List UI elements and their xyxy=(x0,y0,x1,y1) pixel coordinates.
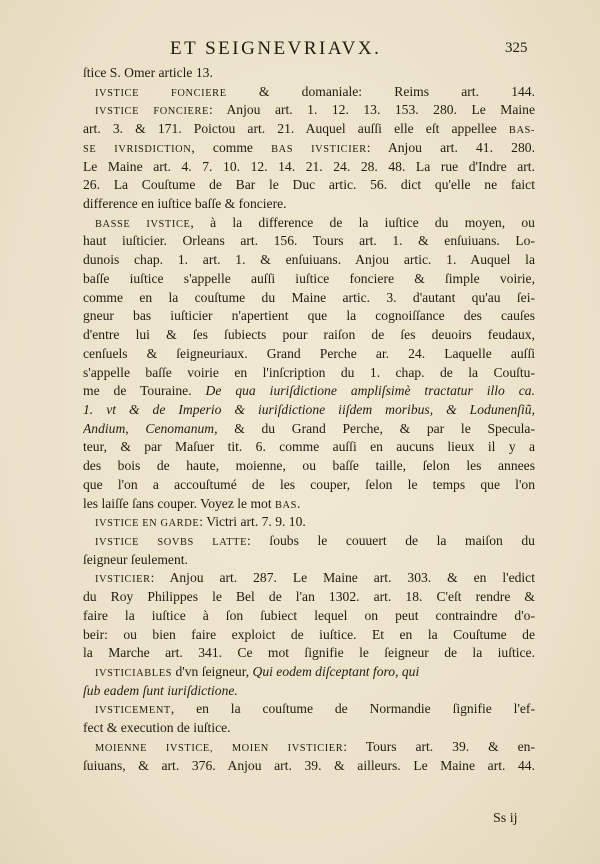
text-line xyxy=(83,420,535,439)
text-line xyxy=(83,607,535,626)
text-run: s'appelle baſſe voirie en l'inſcription du 1. chap. de la Couſtu- xyxy=(83,364,535,380)
entry-heading: IVSTICIABLES xyxy=(95,668,173,679)
text-line xyxy=(83,551,535,570)
text-line xyxy=(83,326,535,345)
latin-quote: 1. vt & de Imperio & iuriſdictione iiſdem moribus, & Lodunenſiũ, xyxy=(83,401,535,417)
text-line xyxy=(83,719,535,738)
entry-heading: IVSTICE SOVBS LATTE xyxy=(95,536,248,548)
entry-heading: IVSTICEMENT xyxy=(95,705,171,717)
entry-heading: BAS xyxy=(275,499,298,511)
text-run: d'entre lui & ſes ſubiects pour raiſon de ſes deuoirs feudaux, xyxy=(83,327,535,343)
text-run: que l'on a accouſtumé de les couper, ſelon le temps que l'on xyxy=(83,476,535,492)
text-line xyxy=(83,307,535,326)
latin-quote: Qui eodem diſceptant foro, qui xyxy=(252,664,420,679)
text-line xyxy=(83,101,535,120)
running-title: ET SEIGNEVRIAVX. xyxy=(170,38,382,59)
text-run: 26. La Couſtume de Bar le Duc artic. 56. dict qu'elle ne faict xyxy=(83,177,535,193)
text-run: faire la iuſtice à ſon ſubiect lequel on peut contraindre d'o- xyxy=(83,607,535,623)
text-run: baſſe iuſtice s'appelle auſſi iuſtice fonciere & ſimple voirie, xyxy=(83,270,535,286)
text-run: teur, & par Maſuer tit. 6. comme auſſi en aucuns lieux il y a xyxy=(83,439,535,455)
page-number: 325 xyxy=(505,40,528,56)
text-run: des bois de haute, moienne, ou baſſe taille, ſelon les annees xyxy=(83,458,535,474)
text-run: les laiſſe ſans couper. Voyez le mot xyxy=(83,495,276,511)
entry-heading: IVSTICIER xyxy=(95,574,151,586)
entry-heading: BAS- xyxy=(508,125,535,137)
text-run: difference en iuſtice baſſe & fonciere. xyxy=(83,196,287,212)
text-line xyxy=(83,251,535,270)
text-run: & domaniale: Reims art. 144. xyxy=(226,83,535,99)
text-run: , comme xyxy=(191,139,272,155)
text-run: & du Grand Perche, & par le Specula- xyxy=(217,420,535,436)
text-line xyxy=(83,757,535,776)
text-line xyxy=(83,438,535,457)
text-line xyxy=(83,382,535,401)
text-line xyxy=(83,64,535,83)
text-run: dunois chap. 1. art. 1. & enſuiuans. Anjou artic. 1. Auquel la xyxy=(83,252,535,268)
text-line xyxy=(83,457,535,476)
text-line xyxy=(83,569,535,588)
running-head xyxy=(0,38,600,62)
text-line xyxy=(83,120,535,139)
text-line xyxy=(83,289,535,308)
text-line xyxy=(83,270,535,289)
text-line xyxy=(83,532,535,551)
text-run: du Roy Philippes le Bel de l'an 1302. art. 18. C'eſt rendre & xyxy=(83,589,535,605)
text-run: art. 3. & 171. Poictou art. 21. Auquel auſſi elle eſt appellee xyxy=(83,121,509,137)
text-line xyxy=(83,158,535,177)
entry-heading: MOIENNE IVSTICE, MOIEN IVSTICIER xyxy=(95,742,344,754)
text-line xyxy=(83,663,535,682)
text-run: : Tours art. 39. & en- xyxy=(343,738,535,754)
text-line xyxy=(83,195,535,214)
text-run: : ſoubs le couuert de la maiſon du xyxy=(247,532,535,548)
text-line xyxy=(83,626,535,645)
text-line xyxy=(83,738,535,757)
text-run: beir: ou bien faire exploict de iuſtice. Et en la Couſtume de xyxy=(83,626,535,642)
text-line xyxy=(83,214,535,233)
latin-quote: Andium, Cenomanum, xyxy=(83,420,218,436)
latin-quote: De qua iuriſdictione ampliſsimè tractatur illo ca. xyxy=(205,383,535,399)
text-line xyxy=(83,83,535,102)
text-run: ſeigneur ſeulement. xyxy=(83,551,188,567)
text-line xyxy=(83,682,535,701)
text-run: d'vn ſeigneur, xyxy=(172,664,253,679)
entry-heading: IVSTICE FONCIERE xyxy=(95,87,227,99)
latin-quote: ſub eadem ſunt iuriſdictione. xyxy=(83,682,238,698)
text-run: , en la couſtume de Normandie ſignifie l'ef- xyxy=(170,701,535,717)
text-line xyxy=(83,476,535,495)
entry-heading: BASSE IVSTICE xyxy=(95,218,191,230)
entry-heading: SE IVRISDICTION xyxy=(83,143,192,155)
text-run: . xyxy=(297,495,301,511)
text-run: : Anjou art. 41. 280. xyxy=(366,139,535,155)
text-run: , à la difference de la iuſtice du moyen, ou xyxy=(190,214,535,230)
text-line xyxy=(83,588,535,607)
signature-mark: Ss ij xyxy=(493,811,518,826)
text-line xyxy=(83,644,535,663)
text-line xyxy=(83,139,535,158)
text-run: ſtice S. Omer article 13. xyxy=(83,65,213,80)
text-line xyxy=(83,345,535,364)
entry-heading: IVSTICE FONCIERE xyxy=(95,106,209,118)
text-run: : Anjou art. 287. Le Maine art. 303. & en l'edict xyxy=(150,570,535,586)
text-run: : Victri art. 7. 9. 10. xyxy=(199,514,306,530)
text-run: me de Touraine. xyxy=(83,383,206,399)
entry-heading: BAS IVSTICIER xyxy=(271,143,367,155)
text-line xyxy=(83,401,535,420)
entry-heading: IVSTICE EN GARDE xyxy=(95,518,200,530)
text-run: fect & execution de iuſtice. xyxy=(83,720,231,736)
text-run: comme en la couſtume du Maine artic. 3. d'autant qu'au ſei- xyxy=(83,289,535,305)
text-run: : Anjou art. 1. 12. 13. 153. 280. Le Maine xyxy=(208,102,535,118)
text-run: cenſuels & ſeigneuriaux. Grand Perche ar. 24. Laquelle auſſi xyxy=(83,345,535,361)
text-line xyxy=(83,700,535,719)
text-run: haut iuſticier. Orleans art. 156. Tours art. 1. & enſuiuans. Lo- xyxy=(83,233,535,249)
text-run: ſuiuans, & art. 376. Anjou art. 39. & ailleurs. Le Maine art. 44. xyxy=(83,757,535,773)
text-line xyxy=(83,495,535,514)
text-run: gneur bas iuſticier n'apertient que la cognoiſſance des cauſes xyxy=(83,308,535,324)
text-line xyxy=(83,364,535,383)
text-run: la Marche art. 341. Ce mot ſignifie le ſeigneur de la iuſtice. xyxy=(83,645,535,661)
text-run: Le Maine art. 4. 7. 10. 12. 14. 21. 24. 28. 48. La rue d'Indre art. xyxy=(83,158,535,174)
text-line xyxy=(83,513,535,532)
text-body xyxy=(83,64,535,775)
text-line xyxy=(83,176,535,195)
text-line xyxy=(83,232,535,251)
